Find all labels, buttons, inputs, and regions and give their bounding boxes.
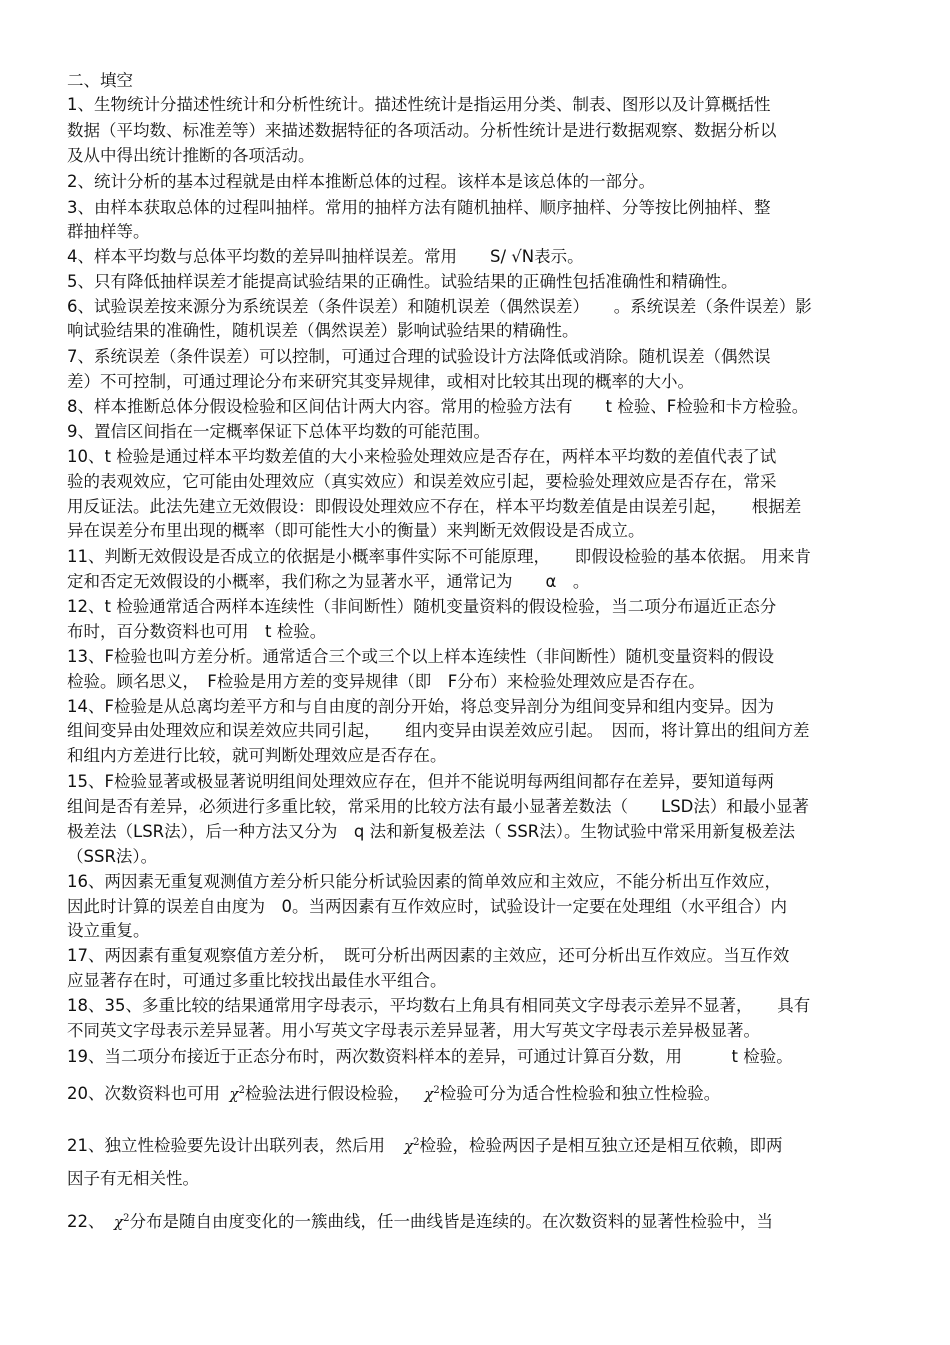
text-segment: 20、次数资料也可用	[67, 1084, 220, 1103]
text-segment: 分布是随自由度变化的一簇曲线，任一曲线皆是连续的。在次数资料的显著性检验中，当	[129, 1212, 774, 1231]
text-line: 7、系统误差（条件误差）可以控制，可通过合理的试验设计方法降低或消除。随机误差（偶然误	[67, 347, 771, 366]
text-line: 不同英文字母表示差异显著。用小写英文字母表示差异显著，用大写英文字母表示差异极显著。	[67, 1021, 760, 1040]
text-line: 15、F检验显著或极显著说明组间处理效应存在，但并不能说明每两组间都存在差异，要知道每两	[67, 772, 774, 791]
text-line: 因子有无相关性。	[67, 1169, 199, 1188]
text-segment: 22、	[67, 1212, 105, 1231]
text-line: 极差法（LSR法），后一种方法又分为 q 法和新复极差法（ SSR法）。生物试验中常采用新复极差法	[67, 822, 796, 841]
text-line: 异在误差分布里出现的概率（即可能性大小的衡量）来判断无效假设是否成立。	[67, 521, 645, 540]
text-line: 14、F检验是从总离均差平方和与自由度的剖分开始，将总变异剖分为组间变异和组内变异。因为	[67, 697, 774, 716]
text-line: 用反证法。此法先建立无效假设：即假设处理效应不存在，样本平均数差值是由误差引起， 根据差	[67, 497, 802, 516]
text-line-21	[67, 1132, 783, 1157]
text-line: 设立重复。	[67, 921, 150, 940]
chi-square-symbol: $\chi^2$	[229, 1085, 246, 1103]
text-segment: 检验法进行假设检验，	[245, 1084, 411, 1103]
text-line: 18、35、多重比较的结果通常用字母表示，平均数右上角具有相同英文字母表示差异不显著， 具有	[67, 996, 811, 1015]
text-line: 1、生物统计分描述性统计和分析性统计。描述性统计是指运用分类、制表、图形以及计算概括性	[67, 95, 771, 114]
text-line: 组间变异由处理效应和误差效应共同引起， 组内变异由误差效应引起。 因而，将计算出的组间方差	[67, 721, 810, 740]
text-line: 2、统计分析的基本过程就是由样本推断总体的过程。该样本是该总体的一部分。	[67, 172, 655, 191]
chi-square-symbol: $\chi^2$	[424, 1085, 440, 1103]
text-line: 数据（平均数、标准差等）来描述数据特征的各项活动。分析性统计是进行数据观察、数据分析以	[67, 121, 777, 140]
text-line: 因此时计算的误差自由度为 0。当两因素有互作效应时，试验设计一定要在处理组（水平组合）内	[67, 897, 787, 916]
text-line: 差）不可控制，可通过理论分布来研究其变异规律，或相对比较其出现的概率的大小。	[67, 372, 694, 391]
text-line: 定和否定无效假设的小概率，我们称之为显著水平，通常记为 α 。	[67, 572, 590, 591]
text-line: （SSR法）。	[67, 847, 158, 866]
text-line: 6、试验误差按来源分为系统误差（条件误差）和随机误差（偶然误差） 。系统误差（条件误差）影	[67, 297, 812, 316]
text-line: 4、样本平均数与总体平均数的差异叫抽样误差。常用 S/ √N表示。	[67, 247, 584, 266]
text-line: 验的表观效应，它可能由处理效应（真实效应）和误差效应引起，要检验处理效应是否存在，常采	[67, 472, 777, 491]
text-line-22	[67, 1208, 773, 1233]
text-line: 10、t 检验是通过样本平均数差值的大小来检验处理效应是否存在，两样本平均数的差值代表了试	[67, 447, 777, 466]
text-segment: 21、独立性检验要先设计出联列表，然后用	[67, 1136, 385, 1155]
text-line: 17、两因素有重复观察值方差分析， 既可分析出两因素的主效应，还可分析出互作效应。当互作效	[67, 946, 790, 965]
text-line: 3、由样本获取总体的过程叫抽样。常用的抽样方法有随机抽样、顺序抽样、分等按比例抽样、整	[67, 198, 771, 217]
text-line: 布时，百分数资料也可用 t 检验。	[67, 622, 327, 641]
text-line: 群抽样等。	[67, 222, 150, 241]
text-line: 和组内方差进行比较，就可判断处理效应是否存在。	[67, 746, 447, 765]
chi-square-symbol: $\chi^2$	[114, 1213, 130, 1231]
chi-square-symbol: $\chi^2$	[404, 1137, 420, 1155]
text-line: 及从中得出统计推断的各项活动。	[67, 146, 315, 165]
text-line: 19、当二项分布接近于正态分布时，两次数资料样本的差异，可通过计算百分数，用 t 检验。	[67, 1047, 793, 1066]
text-segment: 检验，检验两因子是相互独立还是相互依赖，即两	[419, 1136, 783, 1155]
text-line: 12、t 检验通常适合两样本连续性（非间断性）随机变量资料的假设检验，当二项分布逼近正态分	[67, 597, 777, 616]
text-line: 8、样本推断总体分假设检验和区间估计两大内容。常用的检验方法有 t 检验、F检验和卡方检验。	[67, 397, 809, 416]
text-line: 11、判断无效假设是否成立的依据是小概率事件实际不可能原理， 即假设检验的基本依据。 用来肯	[67, 547, 811, 566]
text-line: 组间是否有差异，必须进行多重比较，常采用的比较方法有最小显著差数法（ LSD法）和最小显著	[67, 797, 809, 816]
text-line: 13、F检验也叫方差分析。通常适合三个或三个以上样本连续性（非间断性）随机变量资料的假设	[67, 647, 774, 666]
text-line: 16、两因素无重复观测值方差分析只能分析试验因素的简单效应和主效应，不能分析出互作效应，	[67, 872, 781, 891]
text-line-20	[67, 1080, 720, 1105]
text-line: 5、只有降低抽样误差才能提高试验结果的正确性。试验结果的正确性包括准确性和精确性。	[67, 272, 738, 291]
text-line: 应显著存在时，可通过多重比较找出最佳水平组合。	[67, 971, 447, 990]
section-heading: 二、填空	[67, 71, 133, 90]
text-segment: 检验可分为适合性检验和独立性检验。	[439, 1084, 721, 1103]
text-line: 9、置信区间指在一定概率保证下总体平均数的可能范围。	[67, 422, 490, 441]
text-line: 响试验结果的准确性，随机误差（偶然误差）影响试验结果的精确性。	[67, 321, 579, 340]
text-line: 检验。顾名思义， F检验是用方差的变异规律（即 F分布）来检验处理效应是否存在。	[67, 672, 705, 691]
